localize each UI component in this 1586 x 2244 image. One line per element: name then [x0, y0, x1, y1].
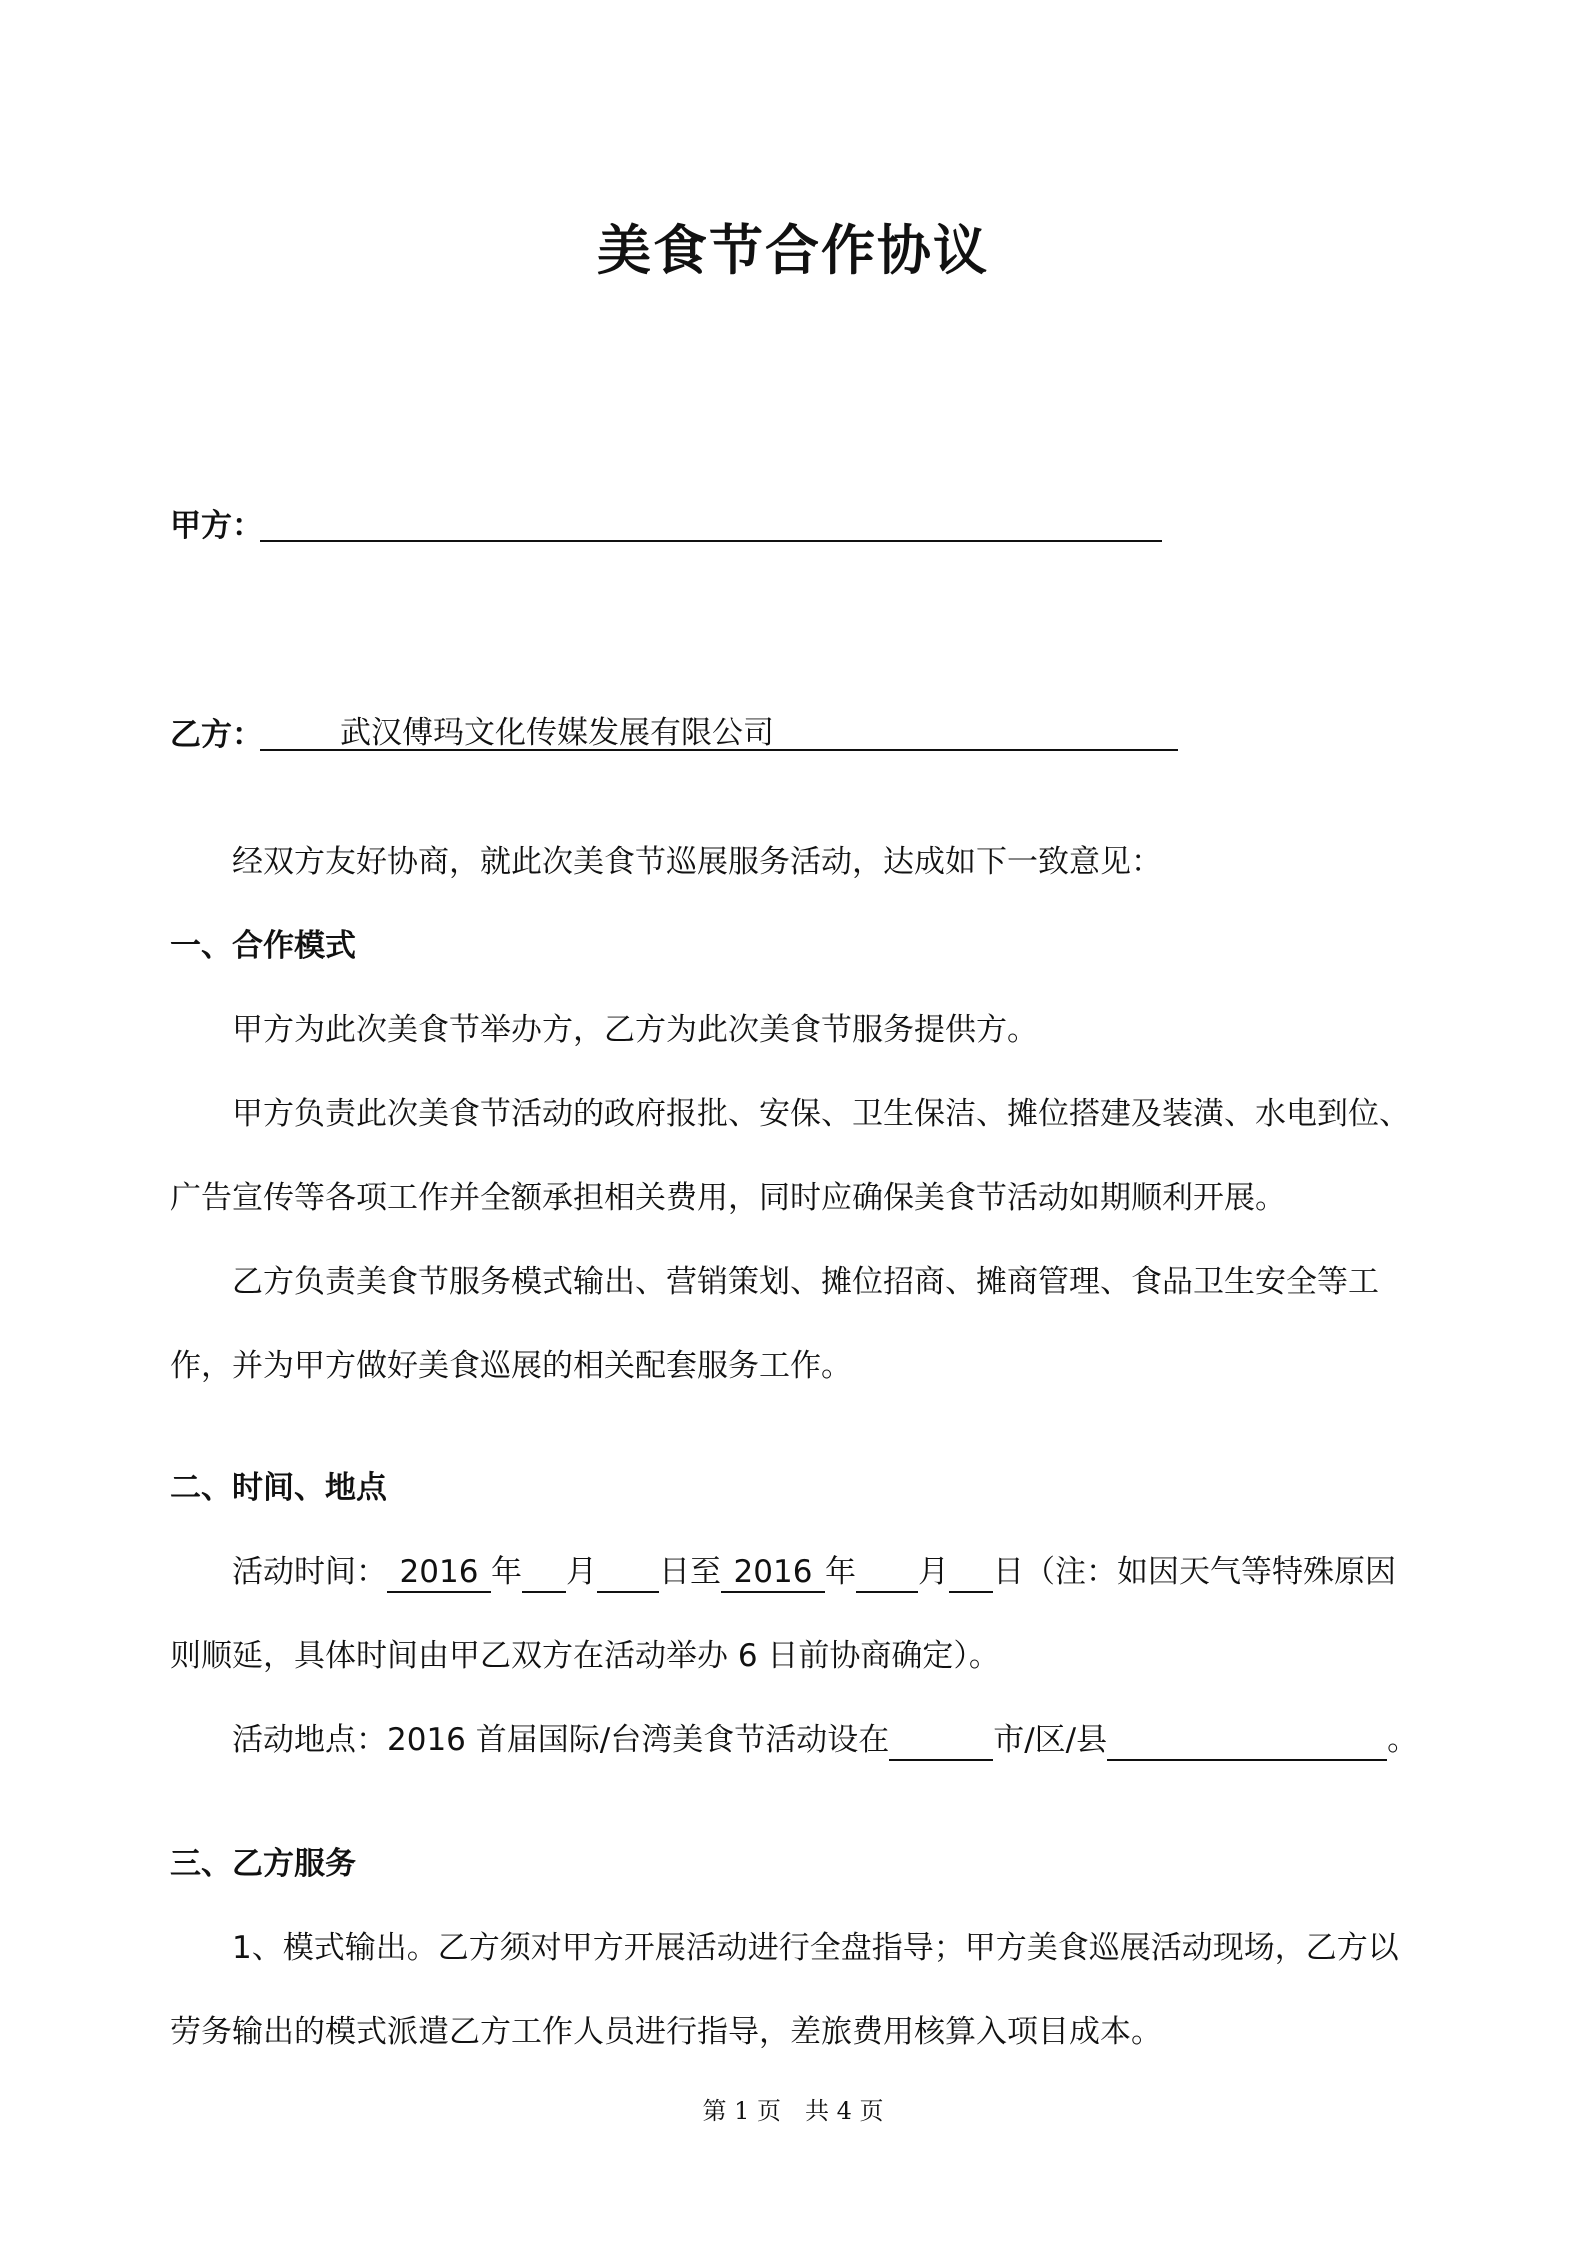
start-year-char: 年: [491, 1554, 522, 1590]
activity-location-prefix: 活动地点：2016 首届国际/台湾美食节活动设在: [232, 1722, 890, 1758]
day-to-text: 日至: [659, 1554, 721, 1590]
party-b-label: 乙方：: [170, 717, 263, 753]
section-3-paragraph-1-line-2: 劳务输出的模式派遣乙方工作人员进行指导，差旅费用核算入项目成本。: [170, 2014, 1162, 2050]
weather-note: （注：如因天气等特殊原因: [1024, 1554, 1396, 1590]
start-month-blank: [522, 1555, 566, 1593]
activity-location-line: [232, 1714, 1418, 1761]
section-1-paragraph-3-line-2: 作，并为甲方做好美食巡展的相关配套服务工作。: [170, 1348, 852, 1384]
section-1-heading: 一、合作模式: [170, 928, 356, 964]
section-3-heading: 三、乙方服务: [170, 1846, 356, 1882]
document-title: 美食节合作协议: [597, 219, 989, 282]
end-year-field: 2016: [721, 1555, 825, 1593]
address-blank: [1107, 1723, 1387, 1761]
end-month-char: 月: [918, 1554, 949, 1590]
end-day-char: 日: [993, 1554, 1024, 1590]
end-day-blank: [949, 1555, 993, 1593]
section-1-paragraph-2-line-1: 甲方负责此次美食节活动的政府报批、安保、卫生保洁、摊位搭建及装潢、水电到位、: [232, 1096, 1410, 1132]
start-month-char: 月: [566, 1554, 597, 1590]
section-1-paragraph-1: 甲方为此次美食节举办方，乙方为此次美食节服务提供方。: [232, 1012, 1038, 1048]
start-year-field: 2016: [387, 1555, 491, 1593]
section-3-paragraph-1-line-1: 1、模式输出。乙方须对甲方开展活动进行全盘指导；甲方美食巡展活动现场，乙方以: [232, 1930, 1399, 1966]
end-month-blank: [856, 1555, 918, 1593]
activity-time-line: [232, 1546, 1396, 1593]
party-b-value: 武汉傅玛文化传媒发展有限公司: [340, 715, 774, 751]
intro-paragraph: 经双方友好协商，就此次美食节巡展服务活动，达成如下一致意见：: [232, 844, 1162, 880]
location-end-punct: 。: [1387, 1722, 1419, 1758]
page-footer: 第 1 页 共 4 页: [702, 2097, 884, 2125]
city-blank: [889, 1723, 993, 1761]
party-a-blank: [260, 504, 1162, 542]
section-1-paragraph-3-line-1: 乙方负责美食节服务模式输出、营销策划、摊位招商、摊商管理、食品卫生安全等工: [232, 1264, 1379, 1300]
section-2-heading: 二、时间、地点: [170, 1470, 387, 1506]
weather-note-line-2: 则顺延，具体时间由甲乙双方在活动举办 6 日前协商确定）。: [170, 1638, 1000, 1674]
start-day-blank: [597, 1555, 659, 1593]
party-a-label: 甲方：: [170, 508, 263, 544]
party-b-blank: [260, 707, 1178, 751]
end-year-char: 年: [825, 1554, 856, 1590]
section-1-paragraph-2-line-2: 广告宣传等各项工作并全额承担相关费用，同时应确保美食节活动如期顺利开展。: [170, 1180, 1286, 1216]
activity-time-label: 活动时间：: [232, 1554, 387, 1590]
city-district-county: 市/区/县: [993, 1722, 1108, 1758]
